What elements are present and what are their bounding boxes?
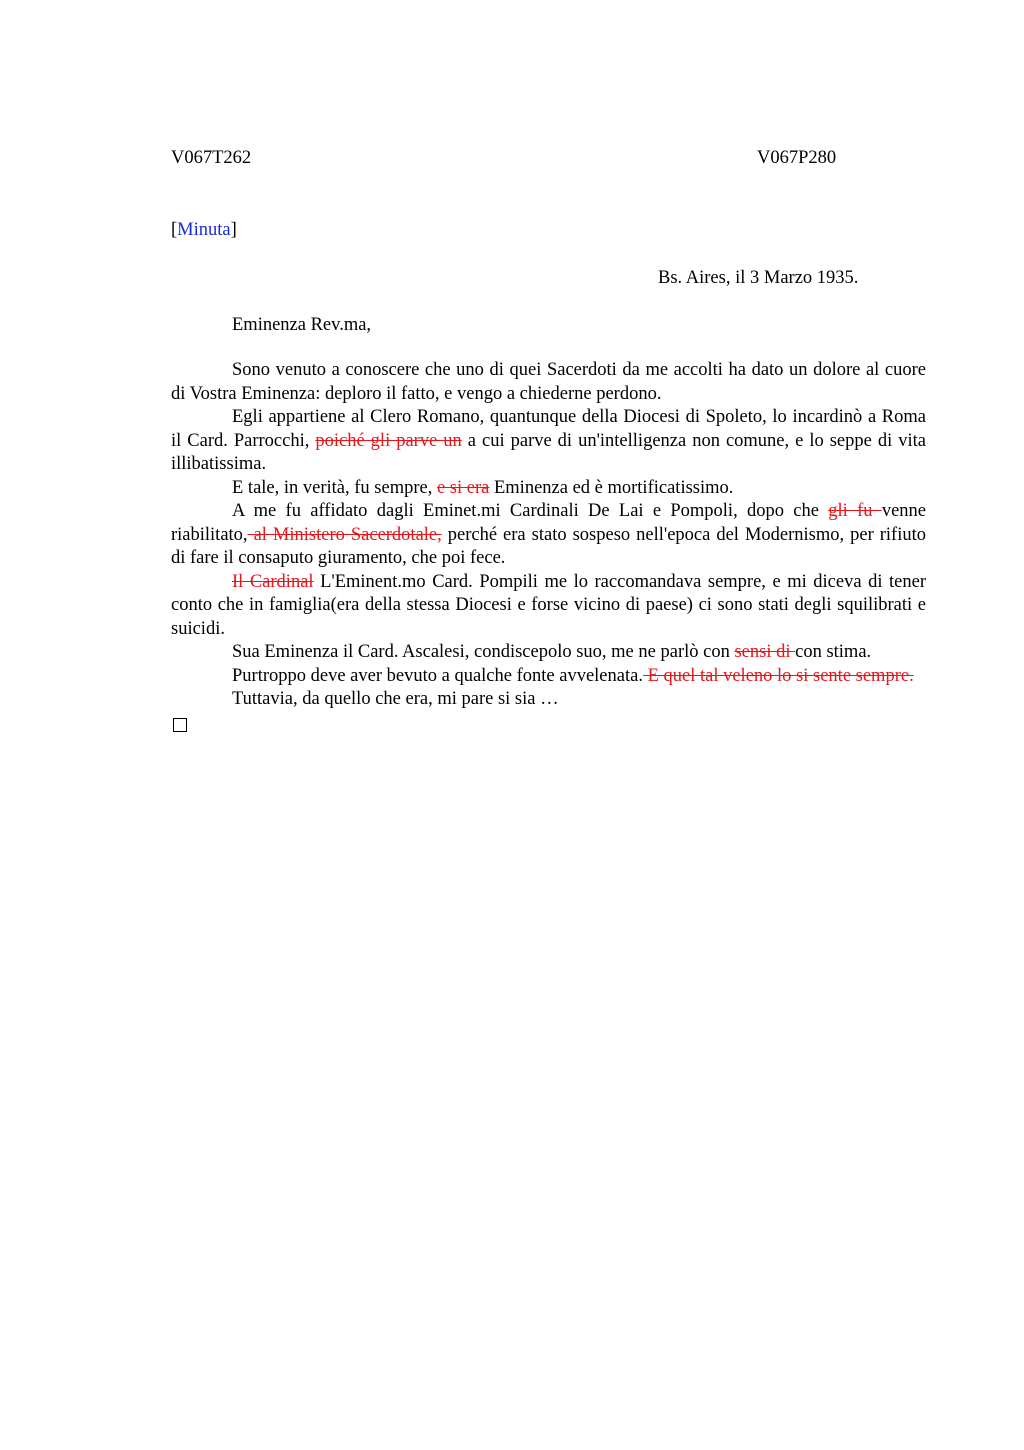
deleted-text: Il Cardinal (232, 571, 314, 592)
minuta-open-bracket: [ (171, 220, 178, 240)
header-left-code: V067T262 (171, 148, 252, 168)
paragraph-7-text-a: Purtroppo deve aver bevuto a qualche fonte avvelenata. (232, 665, 643, 686)
paragraph-6-text-b: con stima. (795, 642, 872, 662)
paragraph-4 (171, 500, 926, 571)
paragraph-7 (171, 665, 926, 689)
paragraph-2 (171, 406, 926, 477)
deleted-text: E quel tal veleno lo si sente sempre. (642, 665, 914, 686)
paragraph-3 (171, 477, 926, 501)
deleted-text: sensi di (734, 642, 796, 662)
minuta-close-bracket: ] (230, 220, 237, 240)
paragraph-3-text-b: Eminenza ed è mortificatissimo. (489, 477, 734, 498)
paragraph-5 (171, 571, 926, 642)
paragraph-4-text-b: venne riabilitato, (171, 501, 926, 545)
paragraph-1-text: Sono venuto a conoscere che uno di quei Sacerdoti da me accolti ha dato un dolore al cuore di Vostra Eminenza: deploro il fatto, e vengo a chiederne perdono. (171, 360, 926, 404)
empty-square-icon (173, 718, 187, 732)
paragraph-2-text-b: a cui parve di un'intelligenza non comune, e lo seppe di vita illibatissima. (171, 430, 926, 474)
paragraph-5-text-a: L'Eminent.mo Card. Pompili me lo raccomandava sempre, e mi diceva di tener conto che in famiglia(era della stessa Diocesi e forse vicino di paese) ci sono stati degli squilibrati e suicidi. (171, 571, 926, 639)
deleted-text: gli fu (828, 501, 882, 521)
paragraph-4-text-a: A me fu affidato dagli Eminet.mi Cardinali De Lai e Pompoli, dopo che (232, 501, 829, 521)
date-line: Bs. Aires, il 3 Marzo 1935. (658, 268, 859, 288)
salutation: Eminenza Rev.ma, (232, 315, 372, 335)
paragraph-6-text-a: Sua Eminenza il Card. Ascalesi, condiscepolo suo, me ne parlò con (232, 642, 735, 662)
paragraph-4-text-c: perché era stato sospeso nell'epoca del Modernismo, per rifiuto di fare il consaputo giuramento, che poi fece. (171, 524, 926, 568)
paragraph-8-text: Tuttavia, da quello che era, mi pare si sia … (232, 689, 559, 709)
paragraph-6 (171, 641, 926, 665)
paragraph-2-text-a: Egli appartiene al Clero Romano, quantunque della Diocesi di Spoleto, lo incardinò a Roma il Card. Parrocchi, (171, 407, 926, 451)
deleted-text: e si era (436, 477, 490, 498)
minuta-text: Minuta (177, 220, 231, 240)
header-right-code: V067P280 (757, 148, 837, 168)
paragraph-8 (171, 688, 926, 712)
paragraph-1 (171, 359, 926, 406)
letter-body (171, 359, 926, 732)
paragraph-3-text-a: E tale, in verità, fu sempre, (232, 477, 437, 498)
deleted-text: poiché gli parve un (315, 430, 462, 451)
minuta-label (171, 218, 237, 242)
deleted-text: al Ministero Sacerdotale, (247, 524, 442, 545)
